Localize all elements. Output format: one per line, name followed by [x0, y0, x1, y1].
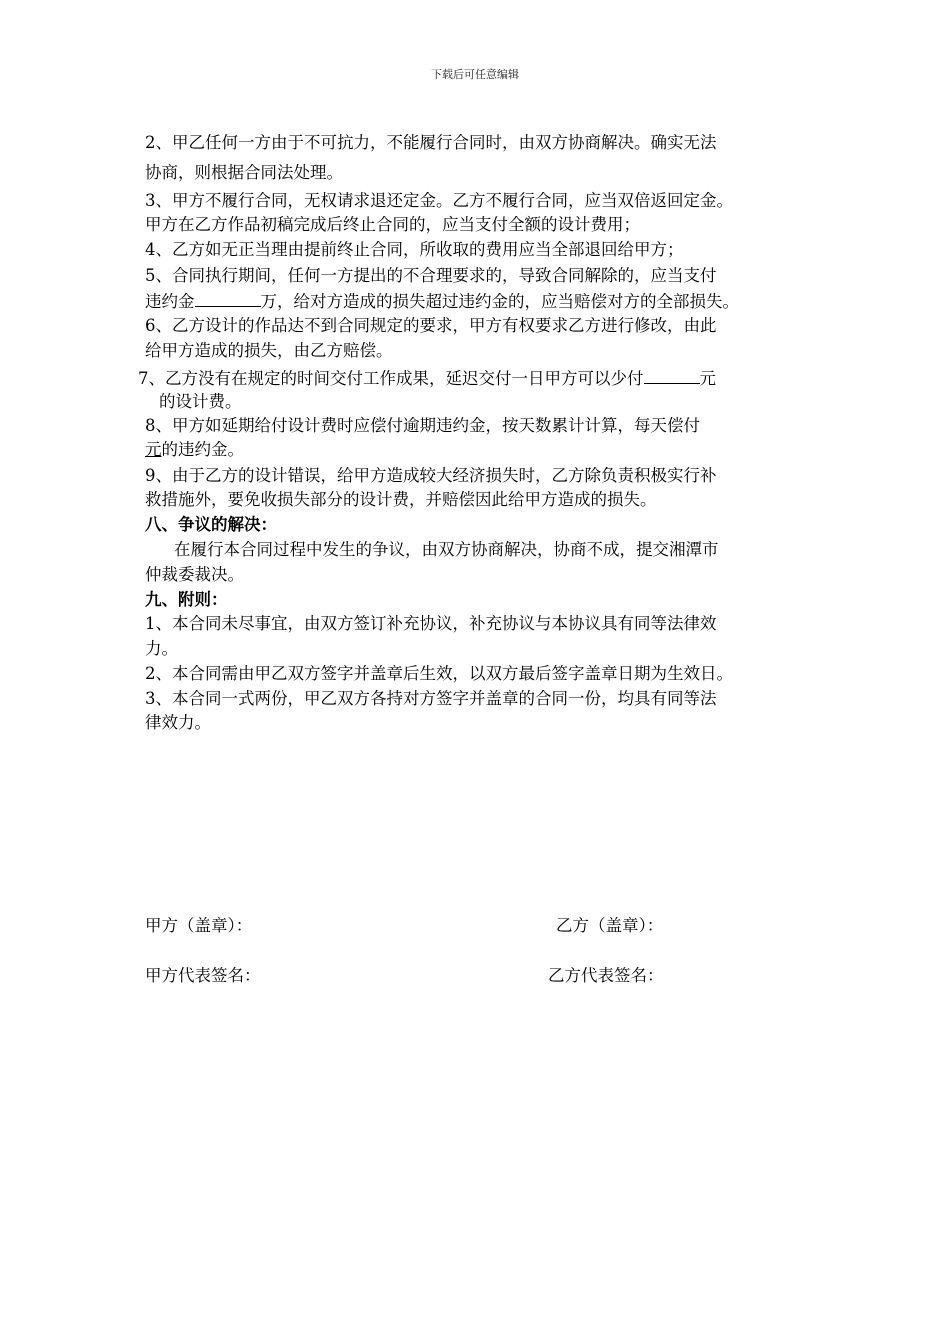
clause-6-line-2: 给甲方造成的损失，由乙方赔偿。	[145, 341, 393, 360]
clause-9-line-1: 9、由于乙方的设计错误，给甲方造成较大经济损失时，乙方除负责积极实行补	[145, 466, 717, 485]
section-9-item-3-line-2: 律效力。	[145, 713, 211, 732]
clause-6-line-1: 6、乙方设计的作品达不到合同规定的要求，甲方有权要求乙方进行修改，由此	[145, 316, 717, 335]
clause-7-text-post: 元	[699, 369, 716, 388]
clause-8-text-post: 的违约金。	[161, 440, 244, 459]
section-9-item-2-line-1: 2、本合同需由甲乙双方签字并盖章后生效，以双方最后签字盖章日期为生效日。	[145, 664, 733, 683]
section-8-heading: 八、争议的解决：	[145, 515, 277, 534]
penalty-amount-blank	[195, 289, 261, 307]
clause-7-line-2: 的设计费。	[159, 392, 242, 411]
party-b-seal-label: 乙方（盖章）：	[556, 916, 664, 935]
clause-7-line-1	[138, 366, 716, 391]
clause-8-line-1: 8、甲方如延期给付设计费时应偿付逾期违约金，按天数累计计算，每天偿付	[145, 416, 700, 435]
section-9-heading: 九、附则：	[145, 590, 228, 609]
clause-8-unit: 元	[145, 440, 162, 459]
clause-3-line-1: 3、甲方不履行合同，无权请求退还定金。乙方不履行合同，应当双倍返回定金。	[145, 191, 733, 210]
party-a-seal-label: 甲方（盖章）：	[145, 916, 253, 935]
clause-2-line-1: 2、甲乙任何一方由于不可抗力，不能履行合同时，由双方协商解决。确实无法	[145, 133, 717, 152]
page-header: 下载后可任意编辑	[431, 68, 519, 81]
clause-5-line-2	[145, 289, 739, 314]
clause-4-line-1: 4、乙方如无正当理由提前终止合同，所收取的费用应当全部退回给甲方；	[145, 240, 684, 259]
deduction-amount-blank	[644, 366, 700, 384]
section-9-item-1-line-1: 1、本合同未尽事宜，由双方签订补充协议，补充协议与本协议具有同等法律效	[145, 614, 717, 633]
clause-9-line-2: 救措施外，要免收损失部分的设计费，并赔偿因此给甲方造成的损失。	[145, 490, 657, 509]
section-8-para-line-2: 仲裁委裁决。	[145, 565, 244, 584]
clause-8-line-2	[145, 438, 244, 462]
clause-3-line-2: 甲方在乙方作品初稿完成后终止合同的，应当支付全额的设计费用；	[145, 215, 640, 234]
party-a-rep-label: 甲方代表签名：	[145, 966, 261, 985]
clause-5-line-1: 5、合同执行期间，任何一方提出的不合理要求的，导致合同解除的，应当支付	[145, 266, 717, 285]
section-9-item-3-line-1: 3、本合同一式两份，甲乙双方各持对方签字并盖章的合同一份，均具有同等法	[145, 689, 717, 708]
section-9-item-1-line-2: 力。	[145, 639, 178, 658]
clause-5-text-post: 万，给对方造成的损失超过违约金的，应当赔偿对方的全部损失。	[260, 292, 739, 311]
contract-body	[138, 0, 825, 1344]
clause-7-text-pre: 7、乙方没有在规定的时间交付工作成果，延迟交付一日甲方可以少付	[138, 369, 644, 388]
party-b-rep-label: 乙方代表签名：	[548, 966, 664, 985]
clause-5-text-pre: 违约金	[145, 292, 195, 311]
section-8-para-line-1: 在履行本合同过程中发生的争议，由双方协商解决，协商不成，提交湘潭市	[174, 540, 719, 559]
clause-2-line-2: 协商，则根据合同法处理。	[145, 163, 343, 182]
